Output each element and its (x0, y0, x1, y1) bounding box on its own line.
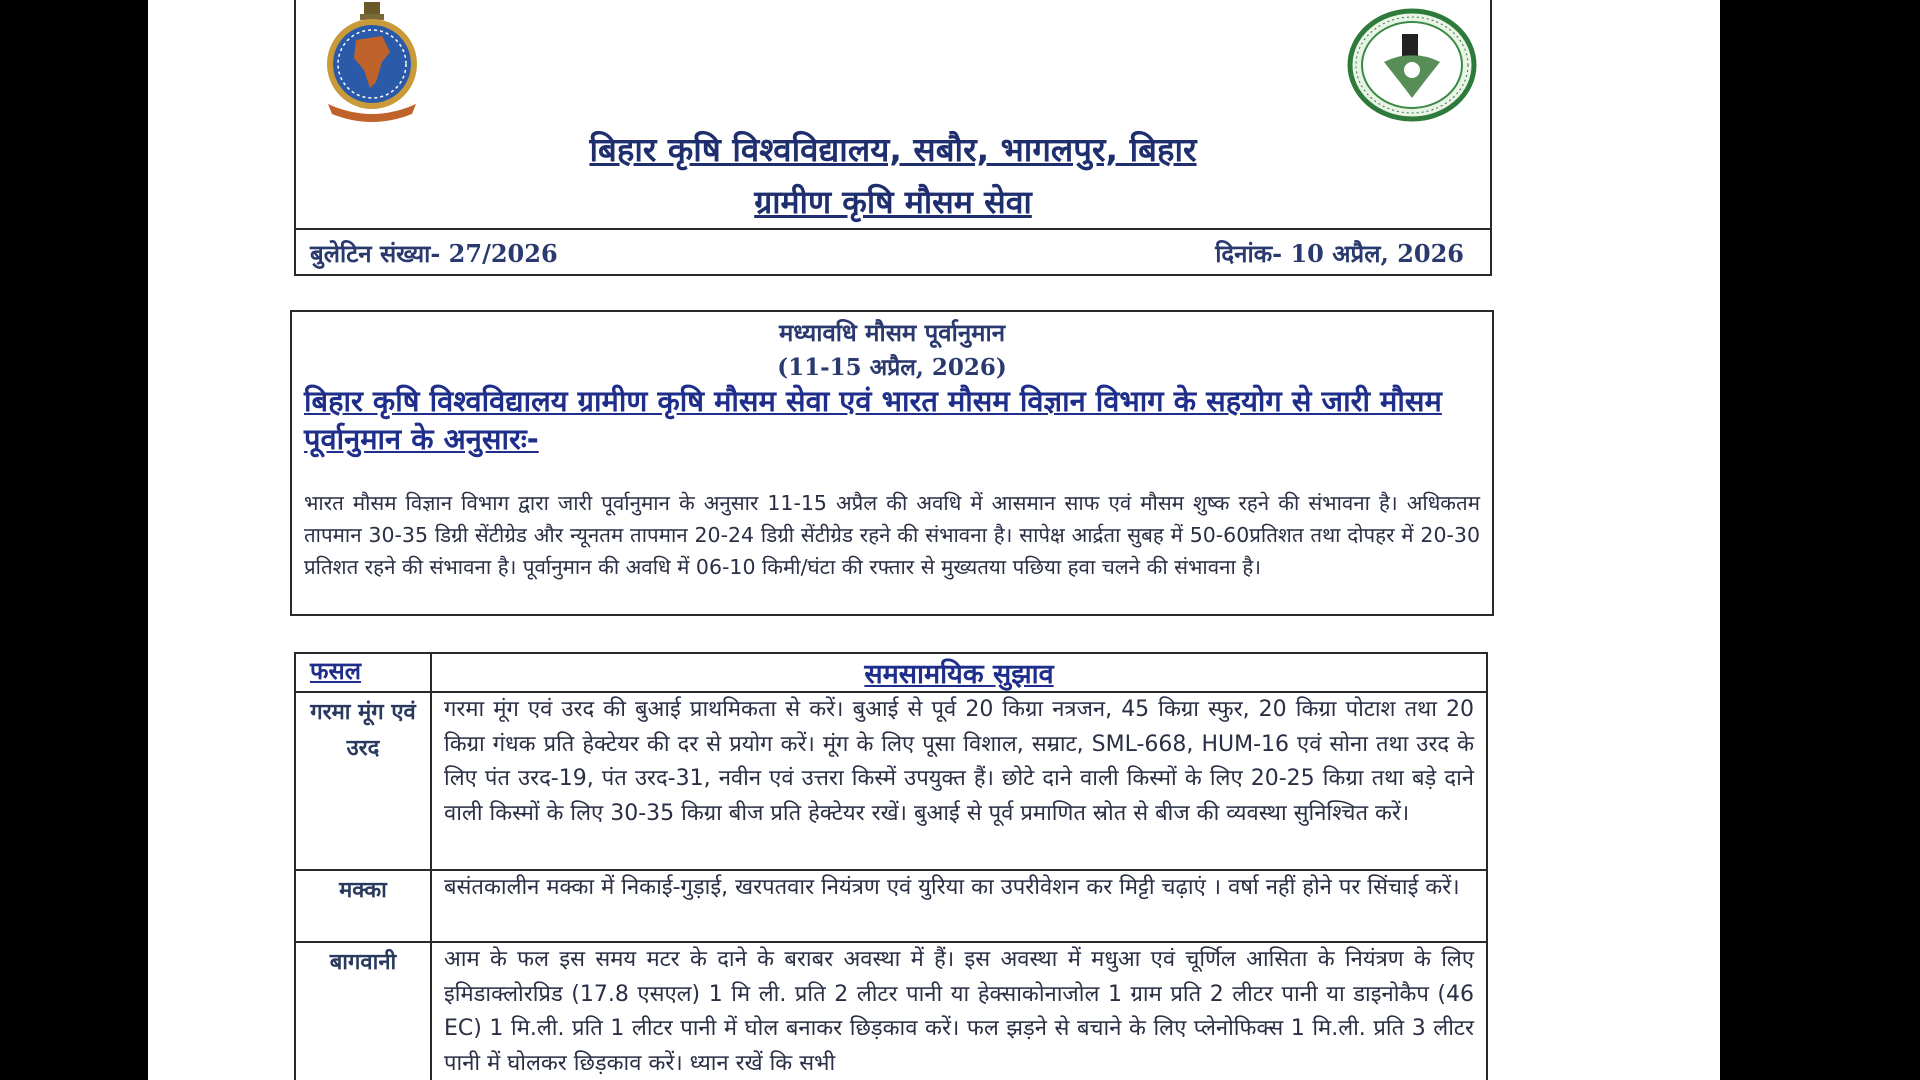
service-name: ग्रामीण कृषि मौसम सेवा (754, 183, 1032, 221)
table-row (295, 942, 1487, 1080)
bulletin-meta-bar (294, 228, 1492, 276)
forecast-period: (11-15 अप्रैल, 2026) (777, 354, 1007, 381)
crop-advice: आम के फल इस समय मटर के दाने के बराबर अवस्था में हैं। इस अवस्था में मधुआ एवं चूर्णिल आसिता के नियंत्रण के लिए इमिडाक्लोरप्रिड (17.8 एसएल) 1 मि ली. प्रति 2 लीटर पानी या हेक्साकोनाजोल 1 ग्राम प्रति 2 लीटर पानी या डाइनोकैप (46 EC) 1 मि.ली. प्रति 1 लीटर पानी में घोल बनाकर छिड़काव करें। फल झड़ने से बचाने के लिए प्लेनोफिक्स 1 मि.ली. प्रति 3 लीटर पानी में घोलकर छिड़काव करें। ध्यान रखें कि सभी (431, 942, 1487, 1080)
table-row (295, 870, 1487, 942)
university-name: बिहार कृषि विश्वविद्यालय, सबौर, भागलपुर, बिहार (589, 130, 1197, 169)
forecast-source: बिहार कृषि विश्वविद्यालय ग्रामीण कृषि मौसम सेवा एवं भारत मौसम विज्ञान विभाग के सहयोग से जारी मौसम पूर्वानुमान के अनुसारः- (304, 384, 1442, 456)
table-row (295, 692, 1487, 870)
imd-emblem-icon (312, 0, 432, 124)
crop-advice: बसंतकालीन मक्का में निकाई-गुड़ाई, खरपतवार नियंत्रण एवं युरिया का उपरीवेशन कर मिट्टी चढ़ाएं । वर्षा नहीं होने पर सिंचाई करें। (431, 870, 1487, 942)
forecast-heading: मध्यावधि मौसम पूर्वानुमान (778, 319, 1006, 347)
crop-name: गरमा मूंग एवं उरद (295, 692, 431, 870)
forecast-text: भारत मौसम विज्ञान विभाग द्वारा जारी पूर्वानुमान के अनुसार 11-15 अप्रैल की अवधि में आसमान साफ एवं मौसम शुष्क रहने की संभावना है। अधिकतम तापमान 30-35 डिग्री सेंटीग्रेड और न्यूनतम तापमान 20-24 डिग्री सेंटीग्रेड रहने की संभावना है। सापेक्ष आर्द्रता सुबह में 50-60प्रतिशत तथा दोपहर में 20-30 प्रतिशत रहने की संभावना है। पूर्वानुमान की अवधि में 06-10 किमी/घंटा की रफ्तार से मुख्यतया पछिया हवा चलने की संभावना है। (304, 491, 1480, 579)
bulletin-page (148, 0, 1720, 1080)
advisory-header-row (295, 653, 1487, 692)
bulletin-date: दिनांक- 10 अप्रैल, 2026 (1215, 239, 1464, 268)
crop-name: बागवानी (295, 942, 431, 1080)
crop-column-header: फसल (295, 653, 431, 692)
crop-advice: गरमा मूंग एवं उरद की बुआई प्राथमिकता से करें। बुआई से पूर्व 20 किग्रा नत्रजन, 45 किग्रा स्फुर, 20 किग्रा पोटाश तथा 20 किग्रा गंधक प्रति हेक्टेयर की दर से प्रयोग करें। मूंग के लिए पूसा विशाल, सम्राट, SML-668, HUM-16 एवं सोना तथा उरद के लिए पंत उरद-19, पंत उरद-31, नवीन एवं उत्तरा किस्में उपयुक्त हैं। छोटे दाने वाली किस्मों के लिए 20-25 किग्रा तथा बड़े दाने वाली किस्मों के लिए 30-35 किग्रा बीज प्रति हेक्टेयर रखें। बुआई से पूर्व प्रमाणित स्रोत से बीज की व्यवस्था सुनिश्चित करें। (431, 692, 1487, 870)
bulletin-number: बुलेटिन संख्या- 27/2026 (310, 239, 558, 268)
crop-name: मक्का (295, 870, 431, 942)
forecast-section (290, 310, 1494, 616)
advisory-table (294, 652, 1488, 1080)
advice-column-header: समसामयिक सुझाव (431, 653, 1487, 692)
bulletin-header (294, 0, 1492, 230)
bau-seal-icon (1346, 8, 1478, 122)
